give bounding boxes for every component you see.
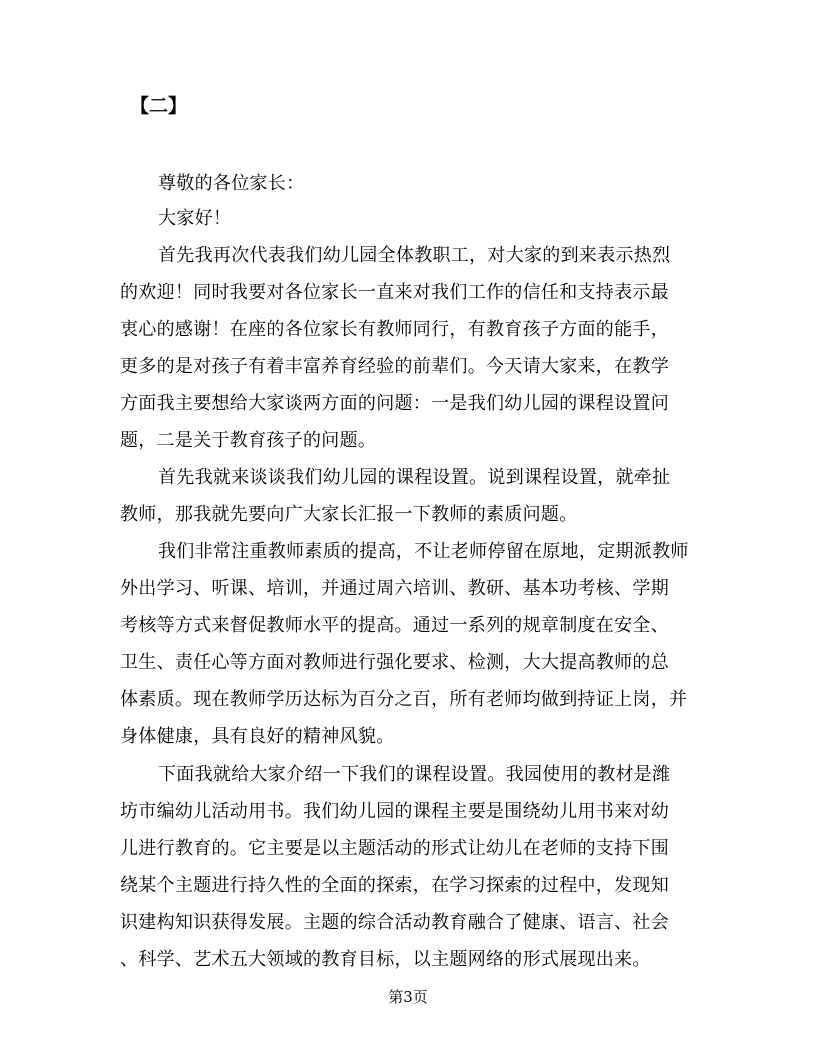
paragraph-2-line-2: 教师，那我就先要向广大家长汇报一下教师的素质问题。	[120, 504, 578, 525]
paragraph-3-line-3: 考核等方式来督促教师水平的提高。通过一系列的规章制度在安全、	[120, 615, 669, 636]
salutation: 尊敬的各位家长：	[158, 173, 305, 194]
paragraph-3-line-5: 体素质。现在教师学历达标为百分之百，所有老师均做到持证上岗，并	[120, 689, 688, 710]
paragraph-1-line-5: 方面我主要想给大家谈两方面的问题：一是我们幼儿园的课程设置问	[120, 393, 669, 414]
paragraph-4-line-2: 坊市编幼儿活动用书。我们幼儿园的课程主要是围绕幼儿用书来对幼	[120, 801, 669, 822]
paragraph-4-line-3: 儿进行教育的。它主要是以主题活动的形式让幼儿在老师的支持下围	[120, 838, 669, 859]
paragraph-4-line-6: 、科学、艺术五大领域的教育目标，以主题网络的形式展现出来。	[120, 949, 651, 970]
paragraph-1-line-3: 衷心的感谢！在座的各位家长有教师同行，有教育孩子方面的能手，	[120, 319, 669, 340]
page-number: 第3页	[388, 988, 428, 1006]
greeting: 大家好！	[158, 208, 232, 229]
paragraph-4-line-5: 识建构知识获得发展。主题的综合活动教育融合了健康、语言、社会	[120, 912, 669, 933]
paragraph-1-line-6: 题，二是关于教育孩子的问题。	[120, 430, 377, 451]
paragraph-1-line-1: 首先我再次代表我们幼儿园全体教职工，对大家的到来表示热烈	[158, 245, 671, 266]
paragraph-3-line-2: 外出学习、听课、培训，并通过周六培训、教研、基本功考核、学期	[120, 578, 669, 599]
paragraph-2-line-1: 首先我就来谈谈我们幼儿园的课程设置。说到课程设置，就牵扯	[158, 467, 671, 488]
paragraph-4-line-4: 绕某个主题进行持久性的全面的探索，在学习探索的过程中，发现知	[120, 875, 669, 896]
paragraph-3-line-6: 身体健康，具有良好的精神风貌。	[120, 726, 395, 747]
section-heading: 【二】	[130, 95, 188, 117]
paragraph-3-line-1: 我们非常注重教师素质的提高，不让老师停留在原地，定期派教师	[158, 541, 689, 562]
paragraph-1-line-2: 的欢迎！同时我要对各位家长一直来对我们工作的信任和支持表示最	[120, 282, 669, 303]
paragraph-1-line-4: 更多的是对孩子有着丰富养育经验的前辈们。今天请大家来，在教学	[120, 356, 669, 377]
paragraph-4-line-1: 下面我就给大家介绍一下我们的课程设置。我园使用的教材是潍	[158, 764, 671, 785]
paragraph-3-line-4: 卫生、责任心等方面对教师进行强化要求、检测，大大提高教师的总	[120, 652, 669, 673]
